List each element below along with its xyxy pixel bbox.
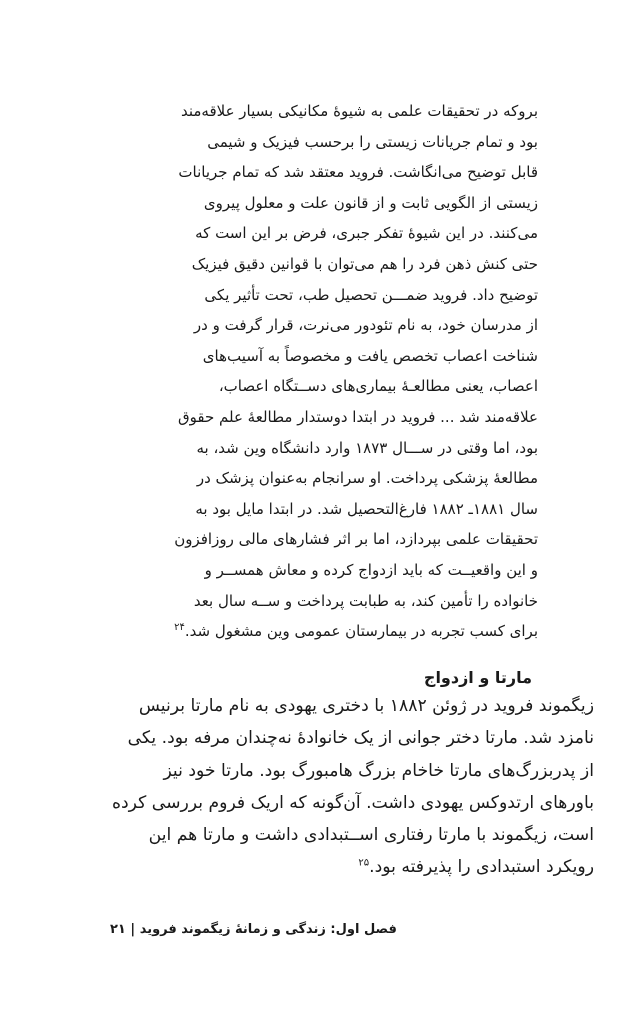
section-heading: مارتا و ازدواج (423, 668, 532, 687)
footnote-marker: ۲۵ (358, 857, 370, 869)
quote-line: بود، اما وقتی در ســـال ۱۸۷۳ وارد دانشگاه وین شد، به (196, 438, 538, 457)
quote-block (112, 96, 538, 647)
quote-line: توضیح داد. فروید ضمـــن تحصیل طب، تحت تأثیر یکی (204, 285, 538, 304)
body-line: از پدربزرگ‌های مارتا خاخام بزرگ هامبورگ بود. مارتا خود نیز (163, 760, 594, 781)
quote-line: حتی کنش ذهن فرد را هم می‌توان با قوانین دقیق فیزیک (191, 254, 538, 273)
quote-line: بروکه در تحقیقات علمی به شیوهٔ مکانیکی بسیار علاقه‌مند (180, 102, 538, 120)
body-last-line (36, 851, 594, 883)
quote-line: می‌کنند. در این شیوهٔ تفکر جبری، فرض بر این است که (195, 224, 538, 243)
body-line: نامزد شد. مارتا دختر جوانی از یک خانوادهٔ نه‌چندان مرفه بود. یکی (127, 728, 594, 749)
quote-line: از مدرسان خود، به نام تئودور می‌نرت، قرار گرفت و در (193, 316, 538, 335)
quote-line: قابل توضیح می‌انگاشت. فروید معتقد شد که تمام جریانات (178, 163, 538, 182)
footnote-marker: ۲۴ (174, 622, 185, 634)
body-line-text: رویکرد استبدادی را پذیرفته بود. (369, 857, 594, 878)
quote-line: علاقه‌مند شد ... فروید در ابتدا دوستدار مطالعهٔ علم حقوق (178, 407, 538, 426)
page-footer (110, 922, 397, 937)
body-line: است، زیگموند با مارتا رفتاری اســتبدادی داشت و مارتا هم این (148, 825, 594, 846)
footer-separator: | (130, 922, 136, 937)
quote-line-text: برای کسب تجربه در بیمارستان عمومی وین مشغول شد. (184, 622, 538, 641)
quote-line: بود و تمام جریانات زیستی را برحسب فیزیک و شیمی (207, 132, 538, 151)
quote-line: مطالعهٔ پزشکی پرداخت. او سرانجام به‌عنوان پزشک در (196, 469, 538, 488)
quote-line: شناخت اعصاب تخصص یافت و مخصوصاً به آسیب‌های (202, 346, 538, 365)
quote-last-line (112, 616, 538, 647)
body-line: باورهای ارتدوکس یهودی داشت. آن‌گونه که اریک فروم بررسی کرده (111, 792, 594, 813)
quote-line: و این واقعیــت که باید ازدواج کرده و معاش همســر و (204, 560, 538, 579)
quote-line: زیستی از الگویی ثابت و از قانون علت و معلول پیروی (203, 193, 538, 212)
quote-line: تحقیقات علمی بپردازد، اما بر اثر فشارهای مالی روزافزون (174, 530, 538, 549)
quote-line: سال ۱۸۸۱ـ ۱۸۸۲ فارغ‌التحصیل شد. در ابتدا مایل بود به (195, 499, 538, 518)
quote-line: خانواده را تأمین کند، به طبابت پرداخت و ســه سال بعد (193, 591, 538, 610)
quote-line: اعصاب، یعنی مطالعـهٔ بیماری‌های دســتگاه اعصاب، (218, 377, 538, 396)
page-number: ۲۱ (110, 922, 126, 937)
body-line: زیگموند فروید در ژوئن ۱۸۸۲ با دختری یهودی به نام مارتا برنیس (138, 696, 594, 716)
running-header: فصل اول: زندگی و زمانهٔ زیگموند فروید (139, 922, 397, 937)
body-paragraph (36, 690, 594, 884)
